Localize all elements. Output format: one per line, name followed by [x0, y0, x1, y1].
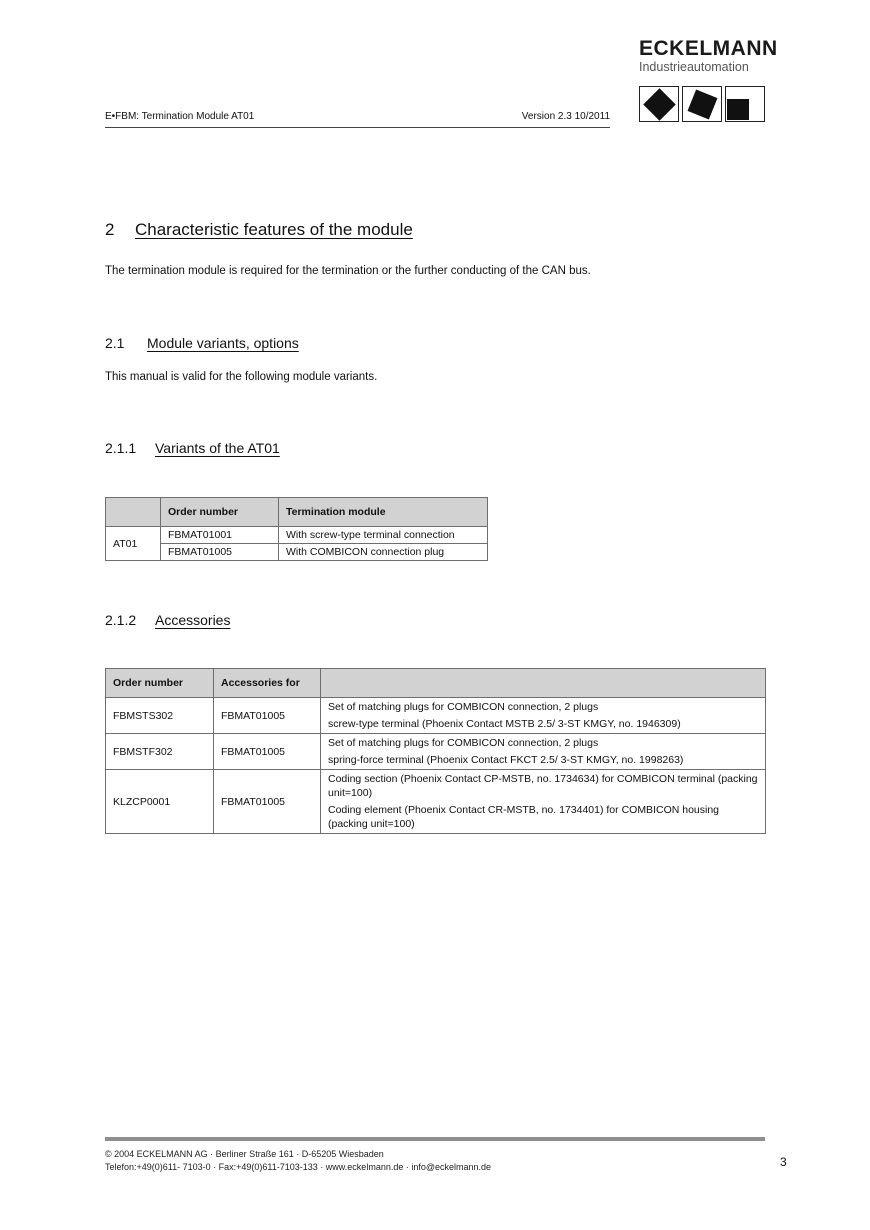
- description-line: Coding element (Phoenix Contact CR-MSTB, no. 1734401) for COMBICON housing (packing unit=100): [328, 804, 720, 830]
- footer-rule: [105, 1137, 765, 1141]
- accessories-for-cell: FBMAT01005: [214, 698, 321, 734]
- section-2-1-1-number: 2.1.1: [105, 440, 137, 456]
- footer-contact-line: Telefon:+49(0)611- 7103-0 · Fax:+49(0)611-7103-133 · www.eckelmann.de · info@eckelmann.de: [105, 1162, 492, 1172]
- accessories-for-cell: FBMAT01005: [214, 770, 321, 834]
- company-logo: [639, 37, 778, 75]
- description-cell: With screw-type terminal connection: [279, 527, 488, 544]
- accessories-table-header-row: [106, 669, 766, 698]
- description-cell: [321, 770, 766, 834]
- section-2-number: 2: [105, 220, 115, 239]
- variants-header-termination-module: Termination module: [279, 498, 488, 527]
- section-2-1-1-title: Variants of the AT01: [155, 440, 280, 456]
- doc-title: E•FBM: Termination Module AT01: [105, 111, 255, 122]
- table-row: [106, 544, 488, 561]
- accessories-for-cell: FBMAT01005: [214, 734, 321, 770]
- variants-row-label: AT01: [106, 527, 161, 561]
- description-line: screw-type terminal (Phoenix Contact MSTB 2.5/ 3-ST KMGY, no. 1946309): [328, 718, 681, 730]
- section-2-1-2-heading: [105, 612, 230, 628]
- order-number-cell: FBMAT01001: [161, 527, 279, 544]
- order-number-cell: KLZCP0001: [106, 770, 214, 834]
- description-line: Set of matching plugs for COMBICON connection, 2 plugs: [328, 701, 599, 713]
- description-cell: With COMBICON connection plug: [279, 544, 488, 561]
- variants-header-blank: [106, 498, 161, 527]
- description-cell: [321, 698, 766, 734]
- description-cell: [321, 734, 766, 770]
- description-line: Coding section (Phoenix Contact CP-MSTB, no. 1734634) for COMBICON terminal (packing unit=100): [328, 773, 758, 799]
- section-2-1-1-heading: [105, 440, 280, 456]
- logo-square-tilted-icon: [682, 86, 722, 122]
- description-line: Set of matching plugs for COMBICON connection, 2 plugs: [328, 737, 599, 749]
- section-2-title: Characteristic features of the module: [135, 220, 413, 239]
- order-number-cell: FBMSTF302: [106, 734, 214, 770]
- section-2-1-number: 2.1: [105, 335, 125, 351]
- footer-copyright-line: © 2004 ECKELMANN AG · Berliner Straße 161 · D-65205 Wiesbaden: [105, 1149, 384, 1159]
- order-number-cell: FBMSTS302: [106, 698, 214, 734]
- section-2-1-2-title: Accessories: [155, 612, 231, 628]
- table-row: [106, 770, 766, 834]
- section-2-1-intro: This manual is valid for the following module variants.: [105, 371, 378, 383]
- running-header: [105, 111, 610, 122]
- accessories-header-blank: [321, 669, 766, 698]
- description-line: spring-force terminal (Phoenix Contact FKCT 2.5/ 3-ST KMGY, no. 1998263): [328, 754, 684, 766]
- logo-square-diamond-icon: [639, 86, 679, 122]
- section-2-1-heading: [105, 335, 299, 351]
- table-row: [106, 527, 488, 544]
- section-2-1-2-number: 2.1.2: [105, 612, 137, 628]
- accessories-header-order-number: Order number: [106, 669, 214, 698]
- order-number-cell: FBMAT01005: [161, 544, 279, 561]
- section-2-heading: [105, 220, 413, 240]
- accessories-table: [105, 668, 766, 834]
- logo-square-corner-icon: [725, 86, 765, 122]
- section-2-1-title: Module variants, options: [147, 335, 299, 351]
- variants-table-header-row: [106, 498, 488, 527]
- doc-version: Version 2.3 10/2011: [521, 111, 610, 122]
- accessories-header-accessories-for: Accessories for: [214, 669, 321, 698]
- variants-table: [105, 497, 488, 561]
- page-number: 3: [780, 1155, 787, 1169]
- header-rule: [105, 127, 610, 128]
- logo-brand-text: ECKELMANN: [639, 37, 778, 60]
- logo-subtitle-text: Industrieautomation: [639, 60, 749, 74]
- footer-text: [105, 1148, 705, 1174]
- table-row: [106, 698, 766, 734]
- section-2-intro: The termination module is required for the termination or the further conducting of the CAN bus.: [105, 265, 591, 277]
- variants-header-order-number: Order number: [161, 498, 279, 527]
- logo-marks: [639, 86, 765, 122]
- table-row: [106, 734, 766, 770]
